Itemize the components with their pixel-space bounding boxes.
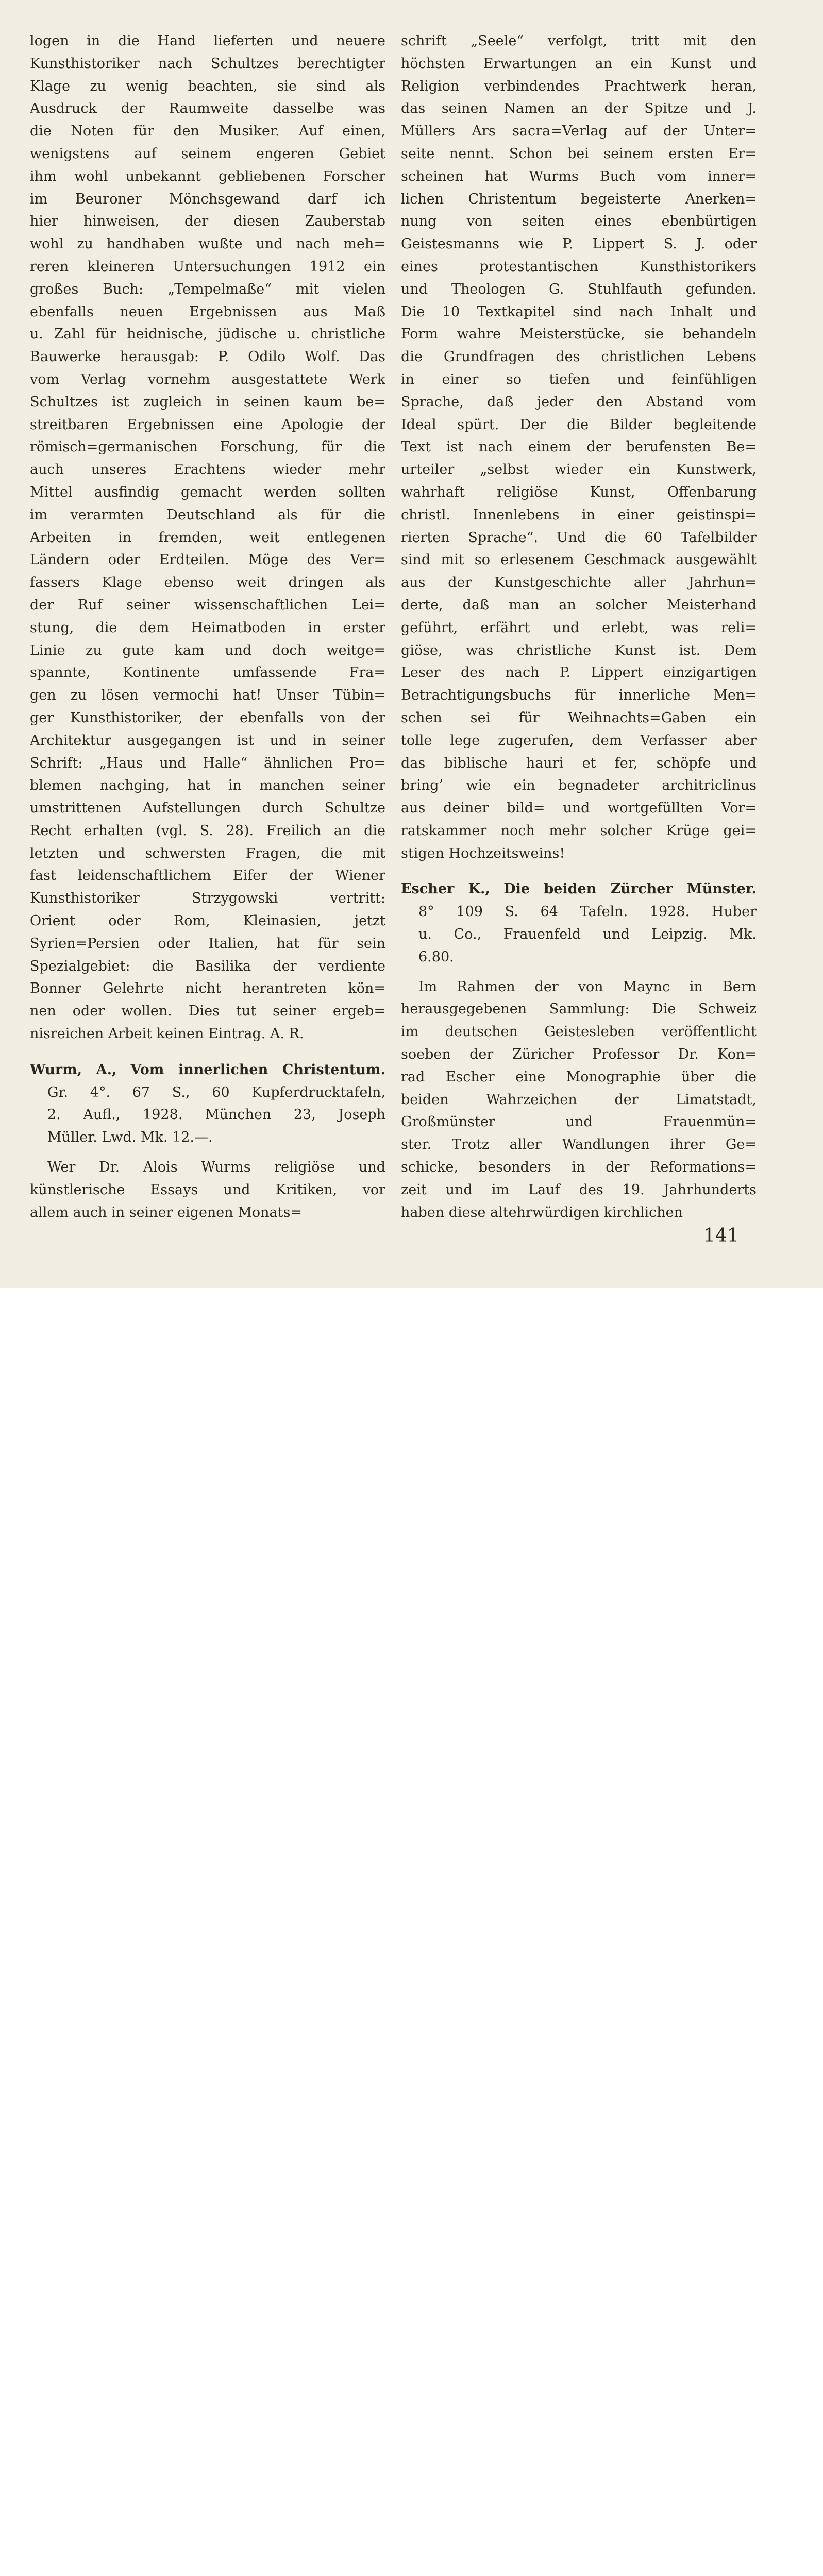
text-line: Großmünster und Frauenmün= [401,1114,757,1130]
text-line: großes Buch: „Tempelmaße“ mit vielen [30,281,385,297]
text-line: Wer Dr. Alois Wurms religiöse und [47,1159,385,1176]
entry-title: Vom innerlichen Christentum. [130,1061,385,1078]
text-line: ebenfalls neuen Ergebnissen aus Maß [30,303,385,320]
text-line: im verarmten Deutschland als für die [30,506,385,523]
text-line: Sprache, daß jeder den Abstand vom [401,394,757,410]
text-line: geführt, erfährt und erlebt, was reli= [401,619,757,636]
text-line: Form wahre Meisterstücke, sie behandeln [401,326,757,343]
text-line: Ideal spürt. Der die Bilder begleitende [401,416,757,433]
right-column [401,30,757,1224]
text-line: und Theologen G. Stuhlfauth gefunden. [401,281,757,297]
text-line: Schultzes ist zugleich in seinen kaum be= [30,394,385,410]
text-line: ihm wohl unbekannt gebliebenen Forscher [30,168,385,184]
text-line: eines protestantischen Kunsthistorikers [401,258,757,275]
text-line: herausgegebenen Sammlung: Die Schweiz [401,1001,757,1018]
text-line: streitbaren Ergebnissen eine Apologie der [30,416,385,433]
text-line: schrift „Seele“ verfolgt, tritt mit den [401,33,757,49]
right-paragraph-2 [401,976,757,1224]
left-bibliography-entry [30,1059,385,1149]
text-line: römisch=germanischen Forschung, für die [30,439,385,455]
text-line: höchsten Erwartungen an ein Kunst und [401,55,757,72]
text-line: fassers Klage ebenso weit dringen als [30,574,385,591]
footer [0,1288,823,1347]
text-line: im deutschen Geistesleben veröffentlicht [401,1024,757,1040]
text-line: u. Zahl für heidnische, jüdische u. christliche [30,326,385,343]
text-line: Gr. 4°. 67 S., 60 Kupferdrucktafeln, [47,1084,385,1100]
text-line: Müller. Lwd. Mk. 12.—. [47,1129,213,1146]
text-line: ster. Trotz aller Wandlungen ihrer Ge= [401,1137,757,1153]
text-line: nen oder wollen. Dies tut seiner ergeb= [30,1003,385,1020]
text-line: das seinen Namen an der Spitze und J. [401,100,757,117]
text-line: stung, die dem Heimatboden in erster [30,619,385,636]
text-line: 6.80. [418,948,454,965]
text-line: im Beuroner Mönchsgewand darf ich [30,191,385,207]
text-line: letzten und schwersten Fragen, die mit [30,845,385,861]
text-line: haben diese altehrwürdigen kirchlichen [401,1204,683,1221]
text-line: allem auch in seiner eigenen Monats= [30,1204,302,1221]
text-line: Müllers Ars sacra=Verlag auf der Unter= [401,123,757,140]
text-line: Syrien=Persien oder Italien, hat für sein [30,935,385,952]
text-line: der Ruf seiner wissenschaftlichen Lei= [30,597,385,613]
text-line: vom Verlag vornehm ausgestattete Werk [30,371,385,387]
text-line: Bonner Gelehrte nicht herantreten kön= [30,980,385,997]
entry-heading [30,1059,385,1081]
text-line: zeit und im Lauf des 19. Jahrhunderts [401,1181,757,1198]
text-line: christl. Innenlebens in einer geistinspi= [401,506,757,523]
text-line: Orient oder Rom, Kleinasien, jetzt [30,913,385,929]
text-line: rad Escher eine Monographie über die [401,1069,757,1085]
text-line: Spezialgebiet: die Basilika der verdiente [30,958,385,974]
text-line: schicke, besonders in der Reformations= [401,1159,757,1176]
text-line: 8° 109 S. 64 Tafeln. 1928. Huber [418,904,757,920]
text-line: Architektur ausgegangen ist und in seiner [30,732,385,749]
text-line: nisreichen Arbeit keinen Eintrag. A. R. [30,1026,304,1042]
text-line: aus deiner bild= und wortgefüllten Vor= [401,800,757,817]
text-line: wohl zu handhaben wußte und nach meh= [30,236,385,252]
text-line: ger Kunsthistoriker, der ebenfalls von der [30,709,385,726]
text-line: beiden Wahrzeichen der Limatstadt, [401,1091,757,1108]
text-line: spannte, Kontinente umfassende Fra= [30,665,385,681]
entry-meta [30,1081,385,1149]
text-line: u. Co., Frauenfeld und Leipzig. Mk. [418,926,757,943]
text-line: Religion verbindendes Prachtwerk heran, [401,78,757,94]
text-line: Linie zu gute kam und doch weitge= [30,642,385,658]
text-line: Leser des nach P. Lippert einzigartigen [401,665,757,681]
text-line: in einer so tiefen und feinfühligen [401,371,757,387]
text-line: hier hinweisen, der diesen Zauberstab [30,213,385,230]
text-line: künstlerische Essays und Kritiken, vor [30,1181,385,1198]
text-line: Klage zu wenig beachten, sie sind als [30,78,385,94]
text-line: Text ist nach einem der berufensten Be= [401,439,757,455]
text-line: Kunsthistoriker Strzygowski vertritt: [30,890,385,907]
entry-author: Escher K., [401,881,490,897]
text-line: das biblische hauri et fer, schöpfe und [401,755,757,771]
page-number: 141 [703,1225,739,1246]
text-line: Bauwerke herausgab: P. Odilo Wolf. Das [30,349,385,365]
text-line: aus der Kunstgeschichte aller Jahrhun= [401,574,757,591]
text-line: Betrachtigungsbuchs für innerliche Men= [401,687,757,704]
text-line: lichen Christentum begeisterte Anerken= [401,191,757,207]
text-line: reren kleineren Untersuchungen 1912 ein [30,258,385,275]
text-line: soeben der Züricher Professor Dr. Kon= [401,1046,757,1063]
text-line: Mittel ausfindig gemacht werden sollten [30,484,385,500]
text-line: auch unseres Erachtens wieder mehr [30,462,385,478]
left-column [30,30,385,1224]
text-line: 2. Aufl., 1928. München 23, Joseph [47,1107,385,1123]
text-line: derte, daß man an solcher Meisterhand [401,597,757,613]
text-line: Die 10 Textkapitel sind nach Inhalt und [401,303,757,320]
text-line: logen in die Hand lieferten und neuere [30,33,385,49]
text-line: Schrift: „Haus und Halle“ ähnlichen Pro= [30,755,385,771]
text-line: blemen nachging, hat in manchen seiner [30,777,385,794]
text-line: rierten Sprache“. Und die 60 Tafelbilder [401,529,757,546]
right-bibliography-entry [401,878,757,968]
entry-author: Wurm, A., [30,1061,117,1078]
text-line: gen zu lösen vermochi hat! Unser Tübin= [30,687,385,704]
text-line: Kunsthistoriker nach Schultzes berechtigter [30,55,385,72]
text-line: wenigstens auf seinem engeren Gebiet [30,145,385,162]
text-line: Ausdruck der Raumweite dasselbe was [30,100,385,117]
text-line: die Grundfragen des christlichen Lebens [401,349,757,365]
text-line: urteiler „selbst wieder ein Kunstwerk, [401,462,757,478]
text-line: ratskammer noch mehr solcher Krüge gei= [401,822,757,839]
text-line: fast leidenschaftlichem Eifer der Wiener [30,868,385,884]
text-line: die Noten für den Musiker. Auf einen, [30,123,385,140]
text-line: Im Rahmen der von Maync in Bern [418,978,757,995]
text-line: Arbeiten in fremden, weit entlegenen [30,529,385,546]
text-line: sind mit so erlesenem Geschmack ausgewählt [401,552,757,568]
left-paragraph-1 [30,30,385,1045]
text-line: bring’ wie ein begnadeter architriclinus [401,777,757,794]
entry-heading [401,878,757,901]
right-paragraph-1 [401,30,757,865]
entry-meta [401,901,757,968]
text-line: nung von seiten eines ebenbürtigen [401,213,757,230]
text-line: tolle lege zugerufen, dem Verfasser aber [401,732,757,749]
text-line: stigen Hochzeitsweins! [401,845,565,861]
text-line: schen sei für Weihnachts=Gaben ein [401,709,757,726]
text-line: wahrhaft religiöse Kunst, Offenbarung [401,484,757,500]
text-line: scheinen hat Wurms Buch vom inner= [401,168,757,184]
entry-title: Die beiden Zürcher Münster. [503,881,757,897]
text-line: Ländern oder Erdteilen. Möge des Ver= [30,552,385,568]
text-line: umstrittenen Aufstellungen durch Schultze [30,800,385,817]
text-line: seite nennt. Schon bei seinem ersten Er= [401,145,757,162]
text-line: Recht erhalten (vgl. S. 28). Freilich an die [30,822,385,839]
text-line: Geistesmanns wie P. Lippert S. J. oder [401,236,757,252]
text-line: giöse, was christliche Kunst ist. Dem [401,642,757,658]
left-paragraph-2 [30,1156,385,1224]
